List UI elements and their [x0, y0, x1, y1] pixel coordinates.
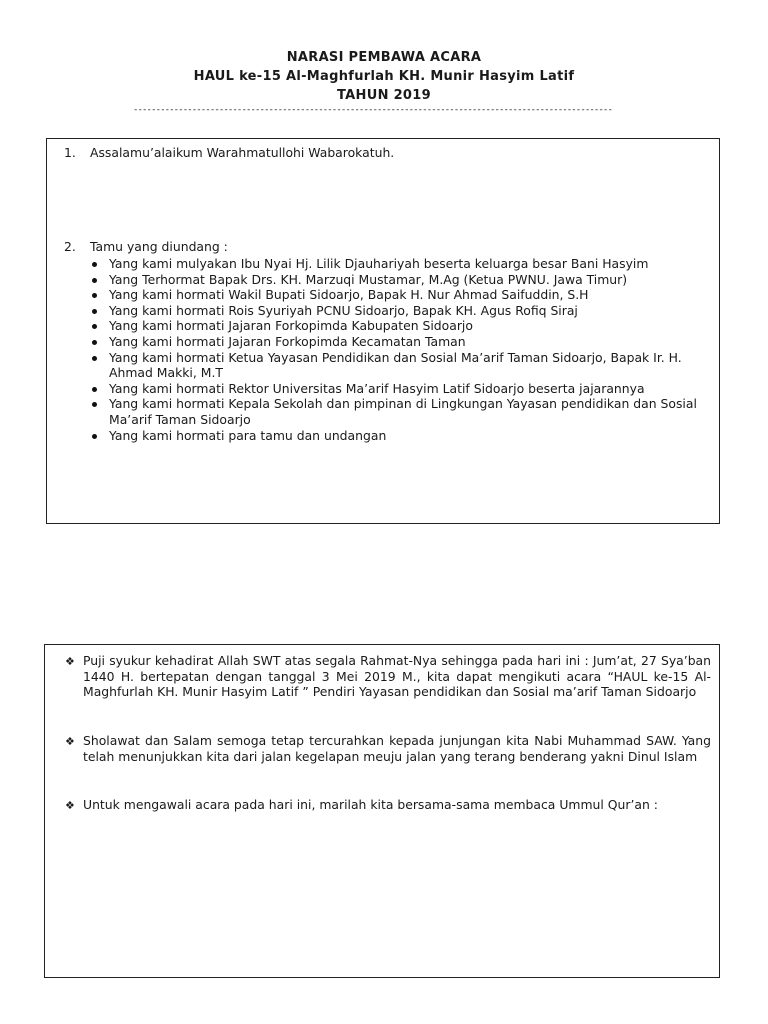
bullet-icon	[92, 262, 97, 267]
bullet-icon	[92, 278, 97, 283]
speech-text: Sholawat dan Salam semoga tetap tercurahkan kepada junjungan kita Nabi Muhammad SAW. Yang telah menunjukkan kita dari jalan kegelapan meuju jalan yang terang benderang yakni Dinul Islam	[83, 733, 711, 764]
guest-text: Yang Terhormat Bapak Drs. KH. Marzuqi Mustamar, M.Ag (Ketua PWNU. Jawa Timur)	[109, 271, 628, 287]
diamond-bullet-icon: ❖	[65, 799, 75, 812]
guest-text: Yang kami hormati Kepala Sekolah dan pimpinan di Lingkungan Yayasan pendidikan dan Sosial Ma’arif Taman Sidoarjo	[109, 396, 697, 427]
bullet-icon	[92, 402, 97, 407]
guest-list-item	[91, 318, 713, 334]
guest-list-item	[91, 256, 713, 272]
bullet-icon	[92, 356, 97, 361]
opening-box	[46, 138, 720, 524]
guest-list	[91, 256, 713, 443]
guest-text: Yang kami mulyakan Ibu Nyai Hj. Lilik Djauhariyah beserta keluarga besar Bani Hasyim	[109, 256, 649, 271]
guest-text: Yang kami hormati Rois Syuriyah PCNU Sidoarjo, Bapak KH. Agus Rofiq Siraj	[109, 302, 578, 318]
event-year: TAHUN 2019	[337, 88, 431, 103]
bullet-icon	[92, 309, 97, 314]
event-title: HAUL ke-15 Al-Maghfurlah KH. Munir Hasyim Latif	[193, 69, 575, 84]
bullet-icon	[92, 293, 97, 298]
guests-heading-item	[64, 239, 228, 255]
guest-text: Yang kami hormati Ketua Yayasan Pendidikan dan Sosial Ma’arif Taman Sidoarjo, Bapak Ir. H. Ahmad Makki, M.T	[109, 349, 682, 381]
diamond-bullet-icon: ❖	[65, 735, 75, 748]
greeting-text: Assalamu’alaikum Warahmatullohi Wabarokatuh.	[90, 145, 395, 160]
guest-list-item	[91, 350, 713, 381]
header-divider: ----------------------------------------------------------------------------------------------------------	[133, 105, 612, 115]
guest-list-item	[91, 381, 713, 397]
speech-paragraph	[65, 733, 711, 764]
guest-list-item	[91, 334, 713, 350]
guest-text: Yang kami hormati Rektor Universitas Ma’arif Hasyim Latif Sidoarjo beserta jajarannya	[109, 380, 645, 396]
diamond-bullet-icon: ❖	[65, 655, 75, 668]
speech-paragraph	[65, 797, 711, 813]
guest-text: Yang kami hormati Jajaran Forkopimda Kabupaten Sidoarjo	[109, 318, 473, 334]
guests-heading: Tamu yang diundang :	[90, 239, 228, 254]
guest-text: Yang kami hormati Jajaran Forkopimda Kecamatan Taman	[109, 333, 466, 349]
item-number: 2.	[64, 239, 76, 254]
bullet-icon	[92, 387, 97, 392]
item-number: 1.	[64, 145, 76, 160]
bullet-icon	[92, 324, 97, 329]
guest-list-item	[91, 303, 713, 319]
guest-list-item	[91, 272, 713, 288]
bullet-icon	[92, 340, 97, 345]
bullet-icon	[92, 434, 97, 439]
speech-paragraph	[65, 653, 711, 700]
document-title: NARASI PEMBAWA ACARA	[286, 50, 482, 65]
guest-list-item	[91, 396, 713, 427]
guest-text: Yang kami hormati Wakil Bupati Sidoarjo, Bapak H. Nur Ahmad Saifuddin, S.H	[109, 287, 589, 303]
speech-text: Puji syukur kehadirat Allah SWT atas segala Rahmat-Nya sehingga pada hari ini : Jum’at, 27 Sya’ban 1440 H. bertepatan dengan tanggal 3 Mei 2019 M., kita dapat mengikuti acara “HAUL ke-15 Al-Maghfurlah KH. Munir Hasyim Latif ” Pendiri Yayasan pendidikan dan Sosial ma’arif Taman Sidoarjo	[83, 653, 711, 700]
guest-text: Yang kami hormati para tamu dan undangan	[109, 427, 387, 443]
greeting-item	[64, 145, 394, 161]
guest-list-item	[91, 287, 713, 303]
opening-speech-box	[44, 644, 720, 978]
guest-list-item	[91, 428, 713, 444]
document-header	[0, 48, 768, 105]
speech-text: Untuk mengawali acara pada hari ini, marilah kita bersama-sama membaca Ummul Qur’an :	[83, 797, 658, 812]
